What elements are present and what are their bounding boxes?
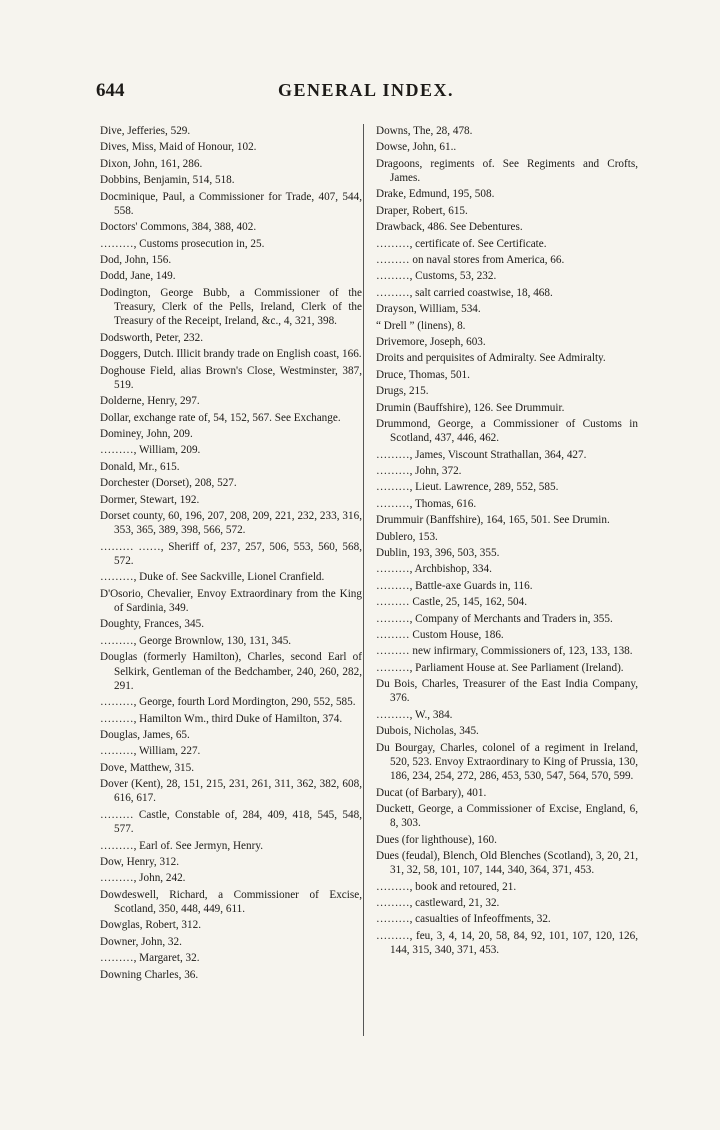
index-entry: Doughty, Frances, 345.: [100, 618, 204, 631]
index-entry: ………, feu, 3, 4, 14, 20, 58, 84, 92, 101, 107, 120, 126, 144, 315, 340, 371, 453.: [376, 929, 638, 957]
index-entry: ………, John, 242.: [100, 872, 186, 885]
index-entry: ………, W., 384.: [376, 708, 453, 721]
index-entry: Douglas, James, 65.: [100, 729, 190, 741]
index-entry: ………, Margaret, 32.: [100, 952, 200, 965]
index-entry: Doghouse Field, alias Brown's Close, Westminster, 387, 519.: [100, 364, 362, 391]
index-entry: ………, George, fourth Lord Mordington, 290, 552, 585.: [100, 696, 356, 709]
index-entry: D'Osorio, Chevalier, Envoy Extraordinary from the King of Sardinia, 349.: [100, 587, 362, 615]
index-entry: Drake, Edmund, 195, 508.: [376, 188, 495, 201]
index-entry: ………, Company of Merchants and Traders in, 355.: [376, 612, 613, 625]
index-entry: Dowglas, Robert, 312.: [100, 919, 201, 932]
index-entry: Dorchester (Dorset), 208, 527.: [100, 477, 237, 490]
index-entry: Du Bourgay, Charles, colonel of a regiment in Ireland, 520, 523. Envoy Extraordinary to King of Prussia, 130, 186, 234, 254, 272, 286, 453, 530, 547, 564, 570, 599.: [376, 741, 638, 783]
index-entry: Dodington, George Bubb, a Commissioner of the Treasury, Clerk of the Pells, Ireland, Clerk of the Treasury of the Receipt, Ireland, &c., 4, 321, 398.: [100, 286, 362, 328]
index-entry: ………, Battle-axe Guards in, 116.: [376, 579, 533, 592]
index-entry: Donald, Mr., 615.: [100, 460, 180, 473]
index-entry: ………, Duke of. See Sackville, Lionel Cranfield.: [100, 571, 325, 584]
page-number: 644: [96, 80, 125, 101]
index-entry: Drivemore, Joseph, 603.: [376, 335, 486, 348]
index-entry: Dragoons, regiments of. See Regiments and Crofts, James.: [376, 157, 638, 185]
index-entry: ………, Parliament House at. See Parliament (Ireland).: [376, 661, 624, 674]
index-entry: Drawback, 486. See Debentures.: [376, 221, 523, 234]
index-entry: Dormer, Stewart, 192.: [100, 493, 200, 506]
index-entry: Drummuir (Banffshire), 164, 165, 501. See Drumin.: [376, 514, 610, 527]
index-entry: ………, Customs prosecution in, 25.: [100, 237, 265, 250]
running-title: GENERAL INDEX.: [277, 80, 455, 100]
index-entry: Dolderne, Henry, 297.: [100, 395, 200, 408]
index-entry: ……… Castle, 25, 145, 162, 504.: [376, 596, 528, 609]
index-entry: Downer, John, 32.: [100, 935, 182, 948]
index-entry: ………, Thomas, 616.: [376, 497, 477, 510]
index-entry: Drumin (Bauffshire), 126. See Drummuir.: [376, 401, 565, 414]
index-entry: “ Drell ” (linens), 8.: [376, 319, 466, 332]
index-entry: ………, castleward, 21, 32.: [376, 897, 500, 910]
index-entry: ………, William, 227.: [100, 745, 201, 758]
index-entry: Dodsworth, Peter, 232.: [100, 331, 204, 344]
index-entry: ………, James, Viscount Strathallan, 364, 427.: [376, 448, 587, 461]
index-entry: Dublero, 153.: [376, 530, 438, 543]
index-entry: Docminique, Paul, a Commissioner for Trade, 407, 544, 558.: [100, 190, 362, 217]
index-entry: Drugs, 215.: [376, 385, 429, 398]
index-entry: ……… ……, Sheriff of, 237, 257, 506, 553, 560, 568, 572.: [100, 540, 362, 567]
index-column-left: [100, 124, 362, 984]
index-entry: Downs, The, 28, 478.: [376, 125, 473, 137]
index-entry: Dollar, exchange rate of, 54, 152, 567. See Exchange.: [100, 411, 341, 424]
page-header: [96, 80, 636, 108]
index-entry: Ducat (of Barbary), 401.: [376, 786, 487, 799]
index-entry: Draper, Robert, 615.: [376, 204, 468, 217]
index-entry: ……… Castle, Constable of, 284, 409, 418, 545, 548, 577.: [100, 808, 362, 836]
index-entry: Dive, Jefferies, 529.: [100, 125, 191, 137]
index-entry: ………, book and retoured, 21.: [376, 880, 517, 893]
index-entry: ………, Lieut. Lawrence, 289, 552, 585.: [376, 481, 559, 494]
index-entry: Dorset county, 60, 196, 207, 208, 209, 221, 232, 233, 316, 353, 365, 389, 398, 566, 572.: [100, 510, 362, 537]
index-column-right: [376, 124, 638, 960]
index-entry: ………, Customs, 53, 232.: [376, 270, 497, 283]
index-entry: Dominey, John, 209.: [100, 428, 193, 441]
index-entry: Duckett, George, a Commissioner of Excise, England, 6, 8, 303.: [376, 802, 638, 830]
index-entry: Dodd, Jane, 149.: [100, 270, 176, 283]
index-entry: Dowdeswell, Richard, a Commissioner of Excise, Scotland, 350, 448, 449, 611.: [100, 888, 362, 916]
index-entry: ………, Archbishop, 334.: [376, 563, 492, 576]
index-entry: ……… new infirmary, Commissioners of, 123, 133, 138.: [376, 645, 633, 658]
index-entry: Du Bois, Charles, Treasurer of the East India Company, 376.: [376, 678, 638, 705]
column-divider: [363, 124, 364, 1036]
index-entry: ………, salt carried coastwise, 18, 468.: [376, 286, 553, 299]
index-entry: Doctors' Commons, 384, 388, 402.: [100, 221, 257, 234]
index-entry: ……… Custom House, 186.: [376, 628, 504, 641]
index-entry: Dover (Kent), 28, 151, 215, 231, 261, 311, 362, 382, 608, 616, 617.: [100, 778, 362, 805]
index-entry: ………, certificate of. See Certificate.: [376, 237, 547, 250]
index-entry: Dublin, 193, 396, 503, 355.: [376, 546, 500, 559]
index-entry: ………, George Brownlow, 130, 131, 345.: [100, 634, 292, 647]
index-entry: ………, William, 209.: [100, 444, 201, 457]
index-entry: ………, Earl of. See Jermyn, Henry.: [100, 839, 264, 852]
index-entry: ………, casualties of Infeoffments, 32.: [376, 913, 551, 926]
index-entry: Dixon, John, 161, 286.: [100, 157, 203, 170]
index-entry: ………, Hamilton Wm., third Duke of Hamilton, 374.: [100, 712, 343, 725]
index-entry: Druce, Thomas, 501.: [376, 368, 470, 381]
index-entry: Dues (feudal), Blench, Old Blenches (Scotland), 3, 20, 21, 31, 32, 58, 101, 107, 144, 340, 364, 371, 453.: [376, 850, 638, 877]
index-entry: ………, John, 372.: [376, 465, 462, 478]
index-entry: Drummond, George, a Commissioner of Customs in Scotland, 437, 446, 462.: [376, 417, 638, 445]
index-entry: Drayson, William, 534.: [376, 303, 481, 316]
index-entry: Dives, Miss, Maid of Honour, 102.: [100, 141, 257, 154]
index-entry: Dowse, John, 61..: [376, 141, 457, 154]
index-entry: Droits and perquisites of Admiralty. See Admiralty.: [376, 352, 606, 365]
index-entry: Dod, John, 156.: [100, 254, 172, 267]
index-entry: Dow, Henry, 312.: [100, 855, 180, 868]
index-entry: Dubois, Nicholas, 345.: [376, 725, 479, 738]
index-entry: Dove, Matthew, 315.: [100, 761, 195, 774]
index-entry: ……… on naval stores from America, 66.: [376, 254, 565, 267]
index-entry: Dobbins, Benjamin, 514, 518.: [100, 174, 235, 187]
index-entry: Downing Charles, 36.: [100, 968, 199, 981]
index-entry: Dues (for lighthouse), 160.: [376, 833, 497, 846]
index-entry: Doggers, Dutch. Illicit brandy trade on English coast, 166.: [100, 348, 362, 361]
index-entry: Douglas (formerly Hamilton), Charles, second Earl of Selkirk, Gentleman of the Bedchamber, 240, 260, 282, 291.: [100, 651, 362, 692]
